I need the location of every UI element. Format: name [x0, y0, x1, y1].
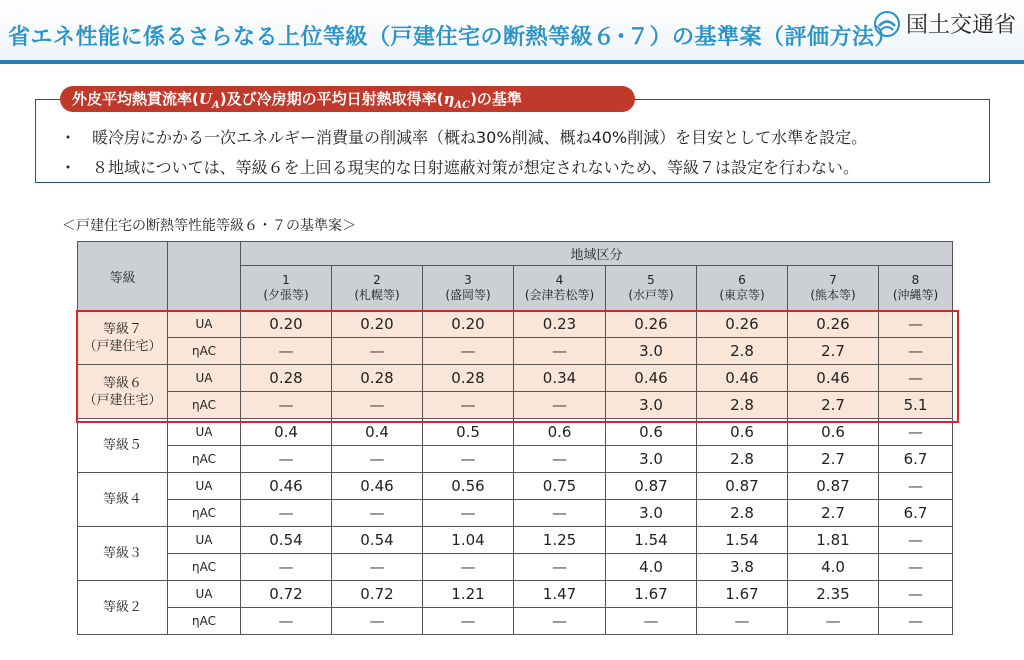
grade-name: 等級４	[102, 492, 142, 507]
table-cell: —	[879, 554, 953, 581]
table-cell: 6.7	[879, 500, 953, 527]
grade-name: 等級７	[102, 321, 142, 337]
table-cell: 0.6	[697, 419, 788, 446]
table-cell: 1.47	[514, 581, 606, 608]
table-row	[78, 500, 953, 527]
grade-label	[78, 473, 168, 527]
ua-indicator-label: UA	[168, 581, 241, 608]
table-cell: 5.1	[879, 392, 953, 419]
eta-symbol-sub: AC	[454, 100, 471, 111]
ua-indicator-label: UA	[168, 473, 241, 500]
region-header-6	[697, 266, 788, 311]
table-row	[78, 581, 953, 608]
table-cell: —	[879, 419, 953, 446]
table-caption: ＜戸建住宅の断熱等性能等級６・７の基準案＞	[62, 218, 356, 234]
criteria-bullet-1	[60, 125, 867, 148]
table-cell: 2.8	[697, 500, 788, 527]
table-cell: 1.81	[788, 527, 879, 554]
table-row	[78, 392, 953, 419]
table-cell: 2.7	[788, 500, 879, 527]
criteria-tag-suffix: )の基準	[470, 90, 522, 108]
table-cell: 0.5	[423, 419, 514, 446]
table-cell: 0.6	[788, 419, 879, 446]
ua-symbol-letter: U	[198, 90, 212, 108]
region-number: 7	[829, 273, 837, 287]
region-example-city: (熊本等)	[810, 288, 856, 302]
table-cell: —	[879, 338, 953, 365]
region-example-city: (水戸等)	[628, 288, 674, 302]
region-header: 地域区分	[241, 242, 953, 266]
ministry-logo	[874, 8, 1016, 39]
table-cell: —	[423, 500, 514, 527]
criteria-tag-prefix: 外皮平均熱貫流率(	[72, 90, 199, 108]
grade-label	[78, 311, 168, 365]
table-cell: —	[514, 554, 606, 581]
region-example-city: (札幌等)	[354, 288, 400, 302]
table-row	[78, 446, 953, 473]
grade-label	[78, 581, 168, 635]
table-cell: 2.8	[697, 446, 788, 473]
table-cell: —	[241, 500, 332, 527]
eta-indicator-label: ηAC	[168, 608, 241, 635]
table-cell: —	[332, 500, 423, 527]
table-cell: —	[514, 446, 606, 473]
criteria-tag-middle: )及び冷房期の平均日射熱取得率(	[219, 90, 444, 108]
table-cell: 2.7	[788, 392, 879, 419]
grade-name: 等級５	[102, 438, 142, 453]
table-cell: 0.87	[788, 473, 879, 500]
table-cell: —	[606, 608, 697, 635]
table-cell: 0.26	[697, 311, 788, 338]
ua-symbol-sub: A	[211, 100, 220, 111]
table-cell: 0.56	[423, 473, 514, 500]
table-cell: —	[332, 338, 423, 365]
eta-indicator-label: ηAC	[168, 446, 241, 473]
table-row	[78, 473, 953, 500]
table-cell: —	[514, 338, 606, 365]
bullet-text: ８地域については、等級６を上回る現実的な日射遮蔽対策が想定されないため、等級７は設定を行わない。	[92, 158, 860, 177]
bullet-text: 暖冷房にかかる一次エネルギー消費量の削減率（概ね30%削減、概ね40%削減）を目安として水準を設定。	[92, 128, 868, 147]
grade-header: 等級	[78, 242, 168, 311]
indicator-header	[168, 242, 241, 311]
ua-indicator-label: UA	[168, 527, 241, 554]
table-cell: 3.0	[606, 446, 697, 473]
table-cell: —	[879, 365, 953, 392]
table-cell: —	[241, 446, 332, 473]
table-cell: —	[332, 446, 423, 473]
eta-indicator-label: ηAC	[168, 392, 241, 419]
bullet-mark: ・	[60, 128, 77, 147]
region-header-8	[879, 266, 953, 311]
page-title: 省エネ性能に係るさらなる上位等級（戸建住宅の断熱等級６･７）の基準案（評価方法）	[8, 25, 898, 50]
table-cell: 0.46	[697, 365, 788, 392]
table-cell: —	[241, 608, 332, 635]
table-cell: 1.67	[697, 581, 788, 608]
table-cell: —	[514, 500, 606, 527]
region-header-1	[241, 266, 332, 311]
table-cell: 0.20	[241, 311, 332, 338]
table-cell: 0.6	[606, 419, 697, 446]
table-cell: 0.28	[241, 365, 332, 392]
table-cell: 0.46	[241, 473, 332, 500]
table-row	[78, 338, 953, 365]
region-header-5	[606, 266, 697, 311]
table-cell: —	[241, 554, 332, 581]
grade-label	[78, 365, 168, 419]
region-number: 8	[911, 273, 920, 287]
table-cell: 2.8	[697, 338, 788, 365]
grade-subtitle: （戸建住宅）	[83, 338, 162, 354]
grade-name: 等級６	[102, 375, 142, 391]
table-cell: 1.54	[697, 527, 788, 554]
table-cell: —	[332, 392, 423, 419]
table-cell: 0.34	[514, 365, 606, 392]
region-number: 6	[738, 273, 746, 287]
table-cell: 3.0	[606, 392, 697, 419]
table-cell: —	[879, 581, 953, 608]
table-cell: 1.25	[514, 527, 606, 554]
eta-symbol	[443, 90, 471, 111]
table-row	[78, 608, 953, 635]
table-cell: 0.46	[332, 473, 423, 500]
table-cell: —	[879, 527, 953, 554]
bullet-mark: ・	[60, 158, 77, 177]
table-cell: —	[241, 338, 332, 365]
table-row	[78, 365, 953, 392]
eta-indicator-label: ηAC	[168, 338, 241, 365]
table-cell: 0.26	[788, 311, 879, 338]
criteria-bullet-2	[60, 155, 859, 178]
table-cell: 1.67	[606, 581, 697, 608]
table-cell: —	[879, 608, 953, 635]
table-cell: 2.35	[788, 581, 879, 608]
region-example-city: (沖縄等)	[892, 288, 939, 302]
eta-indicator-label: ηAC	[168, 554, 241, 581]
table-cell: —	[879, 473, 953, 500]
ua-indicator-label: UA	[168, 311, 241, 338]
table-cell: 0.54	[332, 527, 423, 554]
table-cell: 0.87	[697, 473, 788, 500]
table-row	[78, 419, 953, 446]
table-cell: —	[332, 554, 423, 581]
table-row	[78, 311, 953, 338]
table-cell: 0.72	[332, 581, 423, 608]
table-cell: 4.0	[606, 554, 697, 581]
table-cell: 1.04	[423, 527, 514, 554]
table-cell: 0.46	[606, 365, 697, 392]
table-cell: 0.28	[332, 365, 423, 392]
ua-indicator-label: UA	[168, 365, 241, 392]
table-row	[78, 527, 953, 554]
table-cell: 3.0	[606, 338, 697, 365]
region-number: 1	[282, 273, 290, 287]
table-cell: 0.4	[332, 419, 423, 446]
grade-label	[78, 419, 168, 473]
table-cell: 0.26	[606, 311, 697, 338]
grade-subtitle: （戸建住宅）	[83, 392, 162, 408]
region-example-city: (東京等)	[719, 288, 765, 302]
table-cell: 2.8	[697, 392, 788, 419]
table-cell: —	[514, 392, 606, 419]
table-cell: —	[241, 392, 332, 419]
table-cell: 0.46	[788, 365, 879, 392]
table-cell: 1.21	[423, 581, 514, 608]
table-cell: 6.7	[879, 446, 953, 473]
region-header-2	[332, 266, 423, 311]
table-cell: —	[423, 608, 514, 635]
ministry-logo-icon	[874, 11, 900, 37]
criteria-tag	[60, 86, 635, 112]
region-header-4	[514, 266, 606, 311]
table-cell: 0.75	[514, 473, 606, 500]
insulation-grade-table	[77, 241, 953, 635]
table-cell: 2.7	[788, 338, 879, 365]
region-header-3	[423, 266, 514, 311]
table-cell: 0.87	[606, 473, 697, 500]
region-example-city: (夕張等)	[263, 288, 309, 302]
eta-indicator-label: ηAC	[168, 500, 241, 527]
table-cell: 3.0	[606, 500, 697, 527]
region-number: 4	[555, 273, 564, 287]
table-cell: 0.6	[514, 419, 606, 446]
region-example-city: (盛岡等)	[445, 288, 491, 302]
region-number: 3	[464, 273, 472, 287]
table-cell: 0.20	[423, 311, 514, 338]
table-cell: 0.54	[241, 527, 332, 554]
region-number: 5	[647, 273, 655, 287]
table-cell: —	[423, 554, 514, 581]
header-divider	[0, 60, 1024, 64]
table-cell: —	[332, 608, 423, 635]
grade-name: 等級２	[102, 600, 142, 615]
table-cell: —	[423, 446, 514, 473]
grade-label	[78, 527, 168, 581]
table-cell: —	[514, 608, 606, 635]
region-number: 2	[373, 273, 381, 287]
table-cell: 2.7	[788, 446, 879, 473]
eta-symbol-letter: η	[443, 90, 455, 108]
table-cell: 3.8	[697, 554, 788, 581]
table-cell: —	[423, 338, 514, 365]
table-cell: —	[879, 311, 953, 338]
table-cell: 1.54	[606, 527, 697, 554]
table-cell: 0.4	[241, 419, 332, 446]
table-cell: —	[423, 392, 514, 419]
table-cell: 0.72	[241, 581, 332, 608]
region-header-7	[788, 266, 879, 311]
table-cell: 0.20	[332, 311, 423, 338]
ministry-name: 国土交通省	[905, 13, 1016, 38]
table-cell: 0.23	[514, 311, 606, 338]
table-cell: 0.28	[423, 365, 514, 392]
table-cell: 4.0	[788, 554, 879, 581]
table-cell: —	[788, 608, 879, 635]
region-example-city: (会津若松等)	[524, 288, 595, 302]
table-cell: —	[697, 608, 788, 635]
grade-name: 等級３	[102, 546, 142, 561]
ua-indicator-label: UA	[168, 419, 241, 446]
table-row	[78, 554, 953, 581]
ua-symbol	[198, 90, 220, 111]
